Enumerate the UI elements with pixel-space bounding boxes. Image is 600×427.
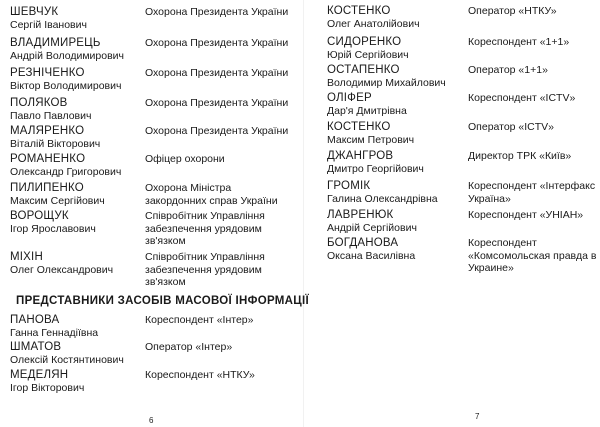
entry-given-name: Володимир Михайлович — [327, 77, 446, 89]
entry-role: Кореспондент «УНІАН» — [468, 209, 584, 221]
entry-given-name: Андрій Володимирович — [10, 50, 125, 62]
section-heading: ПРЕДСТАВНИКИ ЗАСОБІВ МАСОВОЇ ІНФОРМАЦІЇ — [16, 295, 309, 307]
entry-given-name: Максим Петрович — [327, 134, 415, 146]
entry-surname: ПОЛЯКОВ — [10, 97, 68, 109]
page-fold — [303, 0, 304, 427]
page-number: 6 — [149, 416, 154, 425]
entry-given-name: Олександр Григорович — [10, 166, 122, 178]
entry-role: Кореспондент «1+1» — [468, 36, 570, 48]
entry-role: Офіцер охорони — [145, 153, 225, 165]
entry-given-name: Ганна Геннадіївна — [10, 327, 99, 339]
entry-role: Оператор «Інтер» — [145, 341, 233, 353]
entry-given-name: Ігор Вікторович — [10, 382, 85, 394]
entry-given-name: Ігор Ярославович — [10, 223, 96, 235]
entry-surname: ВОРОЩУК — [10, 210, 69, 222]
entry-given-name: Олег Анатолійович — [327, 18, 420, 30]
entry-given-name: Віталій Вікторович — [10, 138, 101, 150]
entry-surname: МІХІН — [10, 251, 43, 263]
entry-surname: ПИЛИПЕНКО — [10, 182, 84, 194]
entry-role: Охорона Президента України — [145, 67, 289, 79]
entry-given-name: Максим Сергійович — [10, 195, 105, 207]
entry-given-name: Дмитро Георгійович — [327, 163, 424, 175]
entry-given-name: Юрій Сергійович — [327, 49, 409, 61]
entry-given-name: Олег Олександрович — [10, 264, 114, 276]
right-page — [310, 0, 600, 427]
entry-role: Оператор «ICTV» — [468, 121, 555, 133]
entry-surname: КОСТЕНКО — [327, 5, 391, 17]
entry-given-name: Оксана Василівна — [327, 250, 416, 262]
entry-role: Охорона Президента України — [145, 125, 289, 137]
entry-surname: ПАНОВА — [10, 314, 60, 326]
entry-surname: ДЖАНГРОВ — [327, 150, 394, 162]
entry-role: Співробітник Управління забезпечення урядовим зв'язком — [145, 251, 265, 288]
entry-given-name: Віктор Володимирович — [10, 80, 122, 92]
entry-given-name: Павло Павлович — [10, 110, 92, 122]
entry-surname: ОЛІФЕР — [327, 92, 372, 104]
entry-role: Кореспондент «Інтерфакс Україна» — [468, 180, 596, 205]
entry-role: Оператор «НТКУ» — [468, 5, 557, 17]
entry-surname: МЕДЕЛЯН — [10, 369, 69, 381]
entry-given-name: Галина Олександрівна — [327, 193, 438, 205]
entry-role: Кореспондент «Комсомольская правда в Украине» — [468, 237, 597, 274]
entry-role: Оператор «1+1» — [468, 64, 548, 76]
entry-surname: СИДОРЕНКО — [327, 36, 402, 48]
entry-surname: ЛАВРЕНЮК — [327, 209, 394, 221]
entry-surname: БОГДАНОВА — [327, 237, 399, 249]
entry-role: Директор ТРК «Київ» — [468, 150, 572, 162]
entry-surname: ОСТАПЕНКО — [327, 64, 400, 76]
entry-role: Кореспондент «Інтер» — [145, 314, 254, 326]
entry-role: Охорона Президента України — [145, 6, 289, 18]
entry-role: Охорона Міністра закордонних справ України — [145, 182, 278, 207]
entry-surname: ШЕВЧУК — [10, 6, 59, 18]
entry-surname: РОМАНЕНКО — [10, 153, 86, 165]
entry-given-name: Олексій Костянтинович — [10, 354, 124, 366]
entry-role: Охорона Президента України — [145, 37, 289, 49]
entry-surname: ГРОМІК — [327, 180, 371, 192]
entry-surname: ШМАТОВ — [10, 341, 62, 353]
entry-given-name: Андрій Сергійович — [327, 222, 417, 234]
entry-surname: КОСТЕНКО — [327, 121, 391, 133]
entry-surname: РЕЗНІЧЕНКО — [10, 67, 85, 79]
entry-surname: МАЛЯРЕНКО — [10, 125, 85, 137]
entry-given-name: Дар'я Дмитрівна — [327, 105, 407, 117]
entry-role: Кореспондент «НТКУ» — [145, 369, 255, 381]
entry-role: Співробітник Управління забезпечення урядовим зв'язком — [145, 210, 265, 247]
entry-role: Кореспондент «ICTV» — [468, 92, 576, 104]
entry-role: Охорона Президента України — [145, 97, 289, 109]
page-number: 7 — [475, 412, 480, 421]
entry-given-name: Сергій Іванович — [10, 19, 87, 31]
entry-surname: ВЛАДИМИРЕЦЬ — [10, 37, 101, 49]
